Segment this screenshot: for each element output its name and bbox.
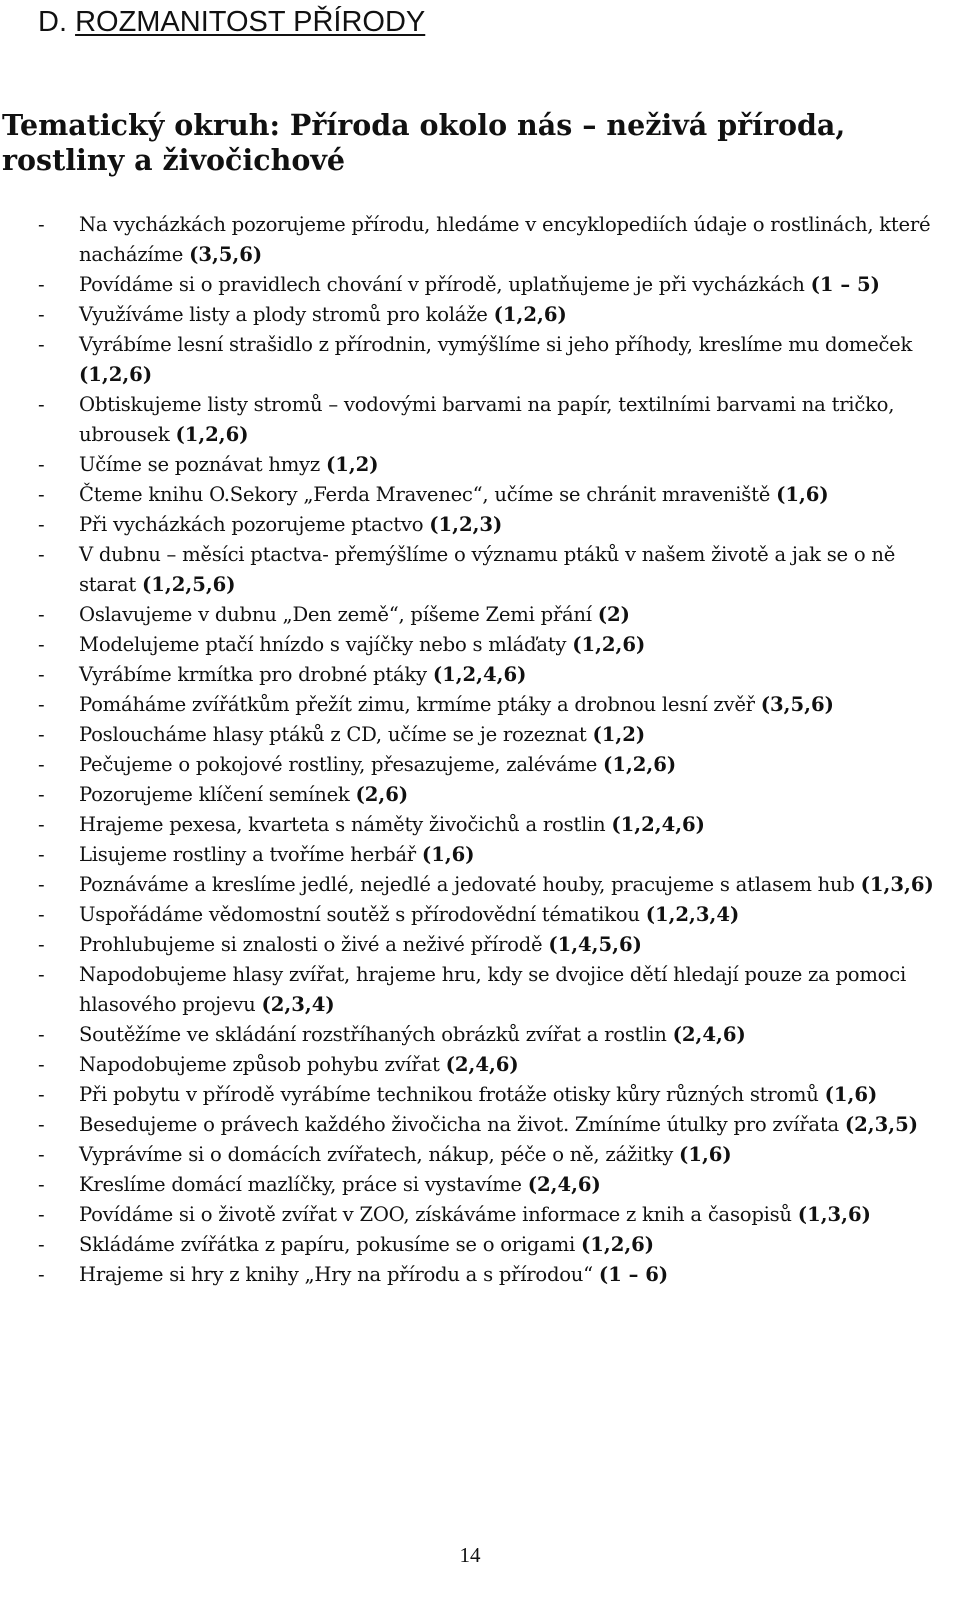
activity-text: Napodobujeme způsob pohybu zvířat [79, 1053, 440, 1076]
list-dash: - [38, 633, 45, 656]
activity-text: Hrajeme pexesa, kvarteta s náměty živočichů a rostlin [79, 813, 606, 836]
activity-reference: (3,5,6) [760, 693, 834, 716]
list-dash: - [38, 873, 45, 896]
list-dash: - [38, 783, 45, 806]
activity-reference: (1,3,6) [860, 873, 934, 896]
activity-reference: (1 – 5) [810, 273, 880, 296]
activity-text: Povídáme si o životě zvířat v ZOO, získáváme informace z knih a časopisů [79, 1203, 792, 1226]
list-item [0, 690, 944, 720]
activity-text: Učíme se poznávat hmyz [79, 453, 320, 476]
list-item [0, 510, 944, 540]
activity-reference: (1,2,6) [603, 753, 677, 776]
activity-text: Pečujeme o pokojové rostliny, přesazujeme, zaléváme [79, 753, 598, 776]
list-item [0, 270, 944, 300]
list-item [0, 330, 944, 390]
activity-reference: (1 – 6) [598, 1263, 669, 1286]
activity-text: Poznáváme a kreslíme jedlé, nejedlé a jedovaté houby, pracujeme s atlasem hub [79, 873, 855, 896]
activity-reference: (1,6) [421, 843, 475, 866]
list-item [0, 780, 944, 810]
activity-text: Skládáme zvířátka z papíru, pokusíme se o origami [79, 1233, 575, 1256]
activity-reference: (1,2,5,6) [142, 573, 236, 596]
list-dash: - [38, 663, 45, 686]
activity-text: Využíváme listy a plody stromů pro koláže [79, 303, 488, 326]
activity-reference: (1,6) [679, 1143, 732, 1166]
list-item [0, 1110, 944, 1140]
activity-reference: (2) [597, 603, 630, 626]
section-title: ROZMANITOST PŘÍRODY [75, 6, 426, 38]
list-dash: - [38, 603, 45, 626]
activity-text: Obtiskujeme listy stromů – vodovými barvami na papír, textilními barvami na tričko, ubrousek [79, 393, 895, 446]
list-dash: - [38, 1023, 45, 1046]
activity-reference: (1,2) [325, 453, 379, 476]
list-item [0, 810, 944, 840]
activity-reference: (1,2,3) [429, 513, 503, 536]
list-dash: - [38, 693, 45, 716]
list-dash: - [38, 753, 45, 776]
list-item [0, 750, 944, 780]
list-item [0, 870, 944, 900]
list-dash: - [38, 903, 45, 926]
activity-text: Napodobujeme hlasy zvířat, hrajeme hru, kdy se dvojice dětí hledají pouze za pomoci hlasového projevu [79, 963, 906, 1016]
list-dash: - [38, 483, 45, 506]
activity-reference: (1,2,6) [175, 423, 249, 446]
activity-reference: (1,2,6) [493, 303, 567, 326]
activity-reference: (1,4,5,6) [548, 933, 642, 956]
list-item [0, 840, 944, 870]
list-item [0, 480, 944, 510]
list-item [0, 960, 944, 1020]
activity-text: Čteme knihu O.Sekory „Ferda Mravenec“, učíme se chránit mraveniště [79, 483, 771, 506]
activity-text: Uspořádáme vědomostní soutěž s přírodovědní tématikou [79, 903, 640, 926]
list-item [0, 900, 944, 930]
activity-text: Lisujeme rostliny a tvoříme herbář [79, 843, 416, 866]
list-item [0, 630, 944, 660]
activity-reference: (1,2,6) [79, 363, 153, 386]
list-dash: - [38, 393, 45, 416]
activity-text: Modelujeme ptačí hnízdo s vajíčky nebo s mláďaty [79, 633, 567, 656]
list-item [0, 390, 944, 450]
section-heading [38, 4, 425, 40]
list-item [0, 540, 944, 600]
list-item [0, 660, 944, 690]
activity-reference: (1,2,6) [572, 633, 646, 656]
list-item [0, 1050, 944, 1080]
list-item [0, 1020, 944, 1050]
list-item [0, 210, 944, 270]
activity-text: Vyprávíme si o domácích zvířatech, nákup, péče o ně, zážitky [79, 1143, 674, 1166]
activity-reference: (1,3,6) [797, 1203, 871, 1226]
list-item [0, 1230, 944, 1260]
list-dash: - [38, 1143, 45, 1166]
activity-text: V dubnu – měsíci ptactva- přemýšlíme o významu ptáků v našem životě a jak se o ně starat [79, 543, 896, 596]
section-prefix: D. [38, 6, 76, 38]
activity-text: Kreslíme domácí mazlíčky, práce si vystavíme [79, 1173, 522, 1196]
list-dash: - [38, 1053, 45, 1076]
list-item [0, 1260, 944, 1290]
list-dash: - [38, 213, 45, 236]
activity-reference: (1,2,6) [580, 1233, 655, 1256]
activity-reference: (1,2,4,6) [611, 813, 705, 836]
activity-reference: (2,3,4) [261, 993, 335, 1016]
list-item [0, 1200, 944, 1230]
list-dash: - [38, 273, 45, 296]
activity-text: Soutěžíme ve skládání rozstříhaných obrázků zvířat a rostlin [79, 1023, 667, 1046]
activity-reference: (2,4,6) [527, 1173, 601, 1196]
list-dash: - [38, 1233, 45, 1256]
list-item [0, 450, 944, 480]
list-dash: - [38, 723, 45, 746]
activity-list [0, 210, 960, 1290]
activity-reference: (1,2,3,4) [645, 903, 740, 926]
activity-text: Posloucháme hlasy ptáků z CD, učíme se je rozeznat [79, 723, 587, 746]
list-dash: - [38, 843, 45, 866]
list-dash: - [38, 1113, 45, 1136]
page-number: 14 [459, 1543, 481, 1567]
activity-text: Při pobytu v přírodě vyrábíme technikou frotáže otisky kůry různých stromů [79, 1083, 819, 1106]
list-dash: - [38, 1083, 45, 1106]
activity-reference: (2,6) [355, 783, 409, 806]
activity-text: Besedujeme o právech každého živočicha na život. Zmíníme útulky pro zvířata [79, 1113, 839, 1136]
list-item [0, 600, 944, 630]
topic-heading: Tematický okruh: Příroda okolo nás – neživá příroda, rostliny a živočichové [2, 108, 846, 177]
activity-text: Při vycházkách pozorujeme ptactvo [79, 513, 424, 536]
list-dash: - [38, 1203, 45, 1226]
activity-reference: (1,6) [824, 1083, 878, 1106]
list-item [0, 1170, 944, 1200]
list-dash: - [38, 453, 45, 476]
activity-text: Povídáme si o pravidlech chování v přírodě, uplatňujeme je při vycházkách [79, 273, 805, 296]
activity-reference: (2,4,6) [672, 1023, 746, 1046]
activity-reference: (1,2) [592, 723, 646, 746]
activity-reference: (2,4,6) [445, 1053, 519, 1076]
list-item [0, 300, 944, 330]
list-dash: - [38, 813, 45, 836]
list-item [0, 1140, 944, 1170]
list-item [0, 1080, 944, 1110]
list-dash: - [38, 963, 45, 986]
activity-text: Oslavujeme v dubnu „Den země“, píšeme Zemi přání [79, 603, 592, 626]
activity-text: Pozorujeme klíčení semínek [79, 783, 350, 806]
activity-text: Vyrábíme lesní strašidlo z přírodnin, vymýšlíme si jeho příhody, kreslíme mu domeček [79, 333, 913, 356]
list-dash: - [38, 513, 45, 536]
activity-reference: (2,3,5) [844, 1113, 918, 1136]
list-dash: - [38, 1263, 45, 1286]
activity-reference: (1,6) [776, 483, 829, 506]
activity-reference: (1,2,4,6) [432, 663, 527, 686]
activity-text: Vyrábíme krmítka pro drobné ptáky [79, 663, 427, 686]
list-dash: - [38, 933, 45, 956]
list-dash: - [38, 1173, 45, 1196]
list-dash: - [38, 303, 45, 326]
list-item [0, 930, 944, 960]
activity-text: Na vycházkách pozorujeme přírodu, hledáme v encyklopediích údaje o rostlinách, které nacházíme [79, 213, 931, 266]
list-item [0, 720, 944, 750]
list-dash: - [38, 333, 45, 356]
activity-reference: (3,5,6) [189, 243, 263, 266]
activity-text: Prohlubujeme si znalosti o živé a neživé přírodě [79, 933, 543, 956]
activity-text: Pomáháme zvířátkům přežít zimu, krmíme ptáky a drobnou lesní zvěř [79, 693, 755, 716]
list-dash: - [38, 543, 45, 566]
activity-text: Hrajeme si hry z knihy „Hry na přírodu a s přírodou“ [79, 1263, 593, 1286]
